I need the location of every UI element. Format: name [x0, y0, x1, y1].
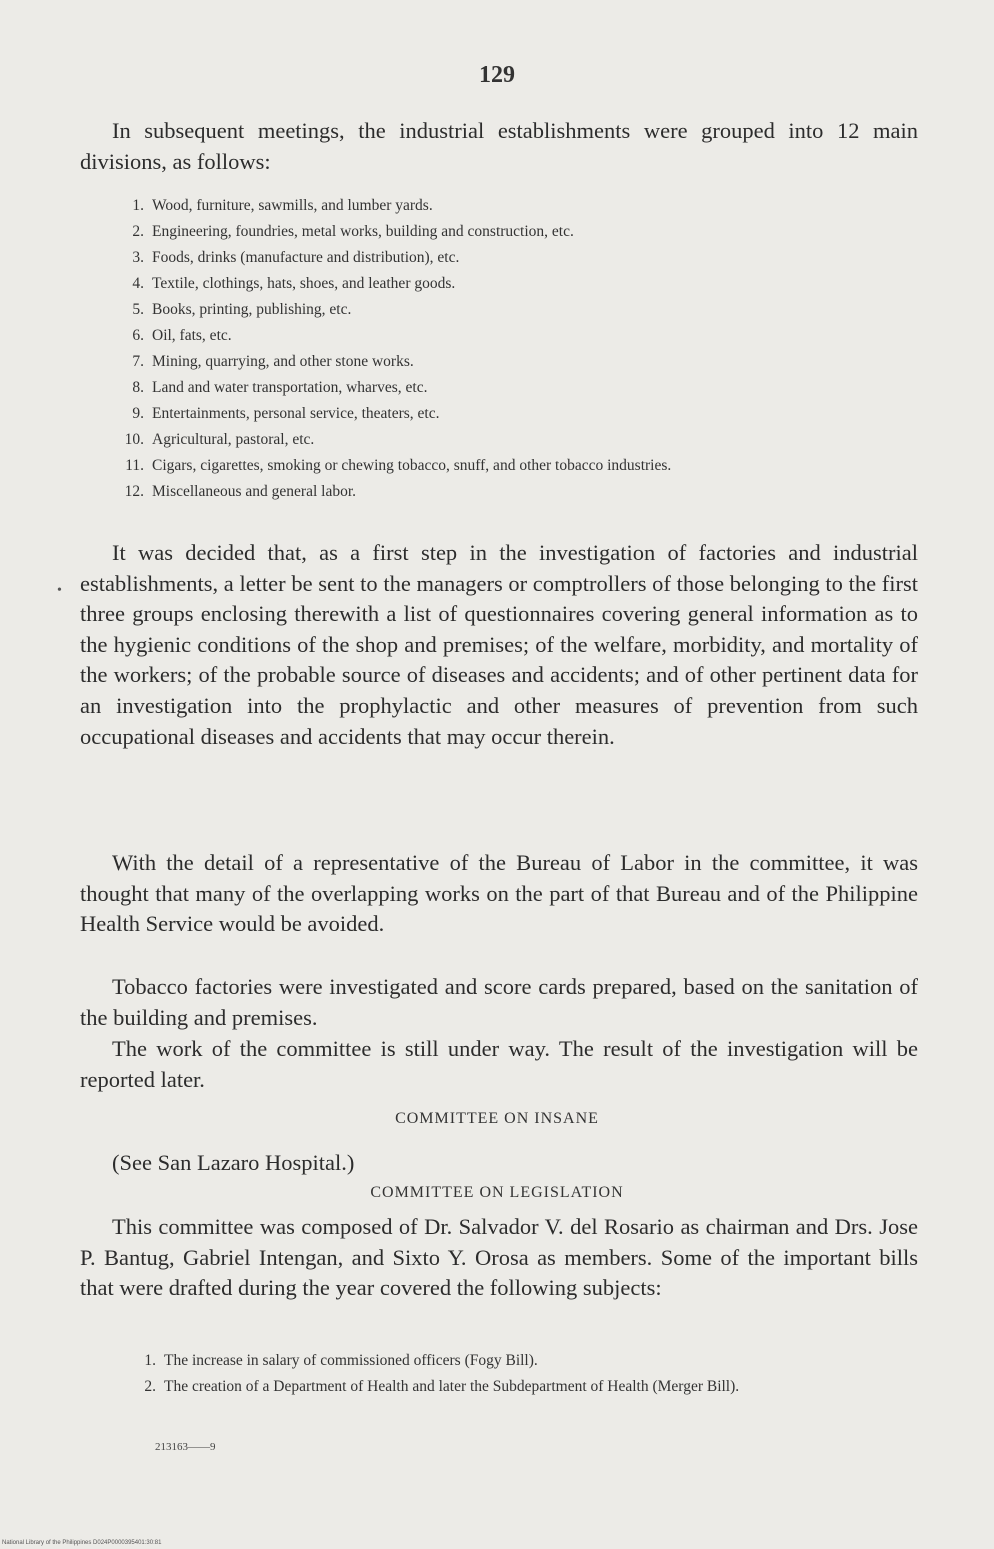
list-item-text: Cigars, cigarettes, smoking or chewing tobacco, snuff, and other tobacco industries. — [152, 457, 672, 474]
list-item-text: The creation of a Department of Health and later the Subdepartment of Health (Merger Bill). — [164, 1378, 740, 1395]
list-item-number: 11. — [125, 457, 144, 474]
list-item-number: 1. — [144, 1352, 156, 1369]
list-item — [108, 401, 920, 427]
committee-insane-heading: COMMITTEE ON INSANE — [395, 1110, 599, 1127]
list-item-text: Entertainments, personal service, theaters, etc. — [152, 405, 440, 422]
list-item-text: Oil, fats, etc. — [152, 327, 232, 344]
list-item-text: Foods, drinks (manufacture and distribution), etc. — [152, 249, 460, 266]
list-item-number: 12. — [124, 483, 144, 500]
bureau-paragraph: With the detail of a representative of the Bureau of Labor in the committee, it was thought that many of the overlapping works on the part of that Bureau and of the Philippine Health Service would be avoided. — [80, 850, 918, 937]
list-item — [108, 193, 920, 219]
list-item-number: 10. — [124, 431, 144, 448]
list-item-text: Miscellaneous and general labor. — [152, 483, 357, 500]
status-paragraph: The work of the committee is still under way. The result of the investigation will be reported later. — [80, 1036, 918, 1092]
list-item — [108, 245, 920, 271]
list-item-number: 6. — [132, 327, 144, 344]
intro-paragraph: In subsequent meetings, the industrial establishments were grouped into 12 main divisions, as follows: — [80, 118, 918, 174]
list-item-number: 1. — [132, 197, 144, 214]
divisions-list — [108, 193, 920, 505]
list-item-text: Books, printing, publishing, etc. — [152, 301, 352, 318]
list-item — [108, 297, 920, 323]
list-item — [108, 453, 920, 479]
committee-insane-text: (See San Lazaro Hospital.) — [112, 1150, 355, 1175]
list-item-number: 5. — [132, 301, 144, 318]
list-item-text: Agricultural, pastoral, etc. — [152, 431, 315, 448]
list-item-number: 2. — [132, 223, 144, 240]
list-item-number: 9. — [132, 405, 144, 422]
list-item-text: Mining, quarrying, and other stone works. — [152, 353, 414, 370]
tobacco-paragraph: Tobacco factories were investigated and score cards prepared, based on the sanitation of the building and premises. — [80, 974, 918, 1030]
list-item — [120, 1348, 920, 1374]
list-item-text: Engineering, foundries, metal works, building and construction, etc. — [152, 223, 574, 240]
bills-list — [120, 1348, 920, 1400]
committee-legislation-heading: COMMITTEE ON LEGISLATION — [370, 1184, 624, 1201]
list-item-text: The increase in salary of commissioned officers (Fogy Bill). — [164, 1352, 538, 1369]
list-item-number: 2. — [144, 1378, 156, 1395]
list-item — [108, 375, 920, 401]
list-item-text: Land and water transportation, wharves, etc. — [152, 379, 428, 396]
committee-legislation-text: This committee was composed of Dr. Salvador V. del Rosario as chairman and Drs. Jose P. Bantug, Gabriel Intengan, and Sixto Y. Orosa as members. Some of the important bills that were drafted during the year covered the following subjects: — [80, 1214, 918, 1301]
print-signature-code: 213163——9 — [155, 1441, 216, 1453]
list-item-text: Textile, clothings, hats, shoes, and leather goods. — [152, 275, 456, 292]
list-item — [108, 479, 920, 505]
list-item — [108, 427, 920, 453]
list-item-number: 4. — [132, 275, 144, 292]
investigation-paragraph: It was decided that, as a first step in the investigation of factories and industrial establishments, a letter be sent to the managers or comptrollers of those belonging to the first three groups enclosing therewith a list of questionnaires covering general information as to the hygienic conditions of the shop and premises; of the welfare, morbidity, and mortality of the workers; of the probable source of diseases and accidents; and of other pertinent data for an investigation into the prophylactic and other measures of prevention from such occupational diseases and accidents that may occur therein. — [80, 540, 918, 749]
archive-attribution: National Library of the Philippines D024P0000395401:30:81 — [2, 1540, 162, 1546]
list-item — [108, 219, 920, 245]
page-number: 129 — [479, 62, 515, 88]
list-item — [108, 349, 920, 375]
list-item-text: Wood, furniture, sawmills, and lumber yards. — [152, 197, 433, 214]
list-item — [120, 1374, 920, 1400]
list-item-number: 7. — [132, 353, 144, 370]
list-item — [108, 323, 920, 349]
list-item-number: 8. — [132, 379, 144, 396]
list-item — [108, 271, 920, 297]
margin-mark: • — [57, 583, 62, 598]
list-item-number: 3. — [132, 249, 144, 266]
